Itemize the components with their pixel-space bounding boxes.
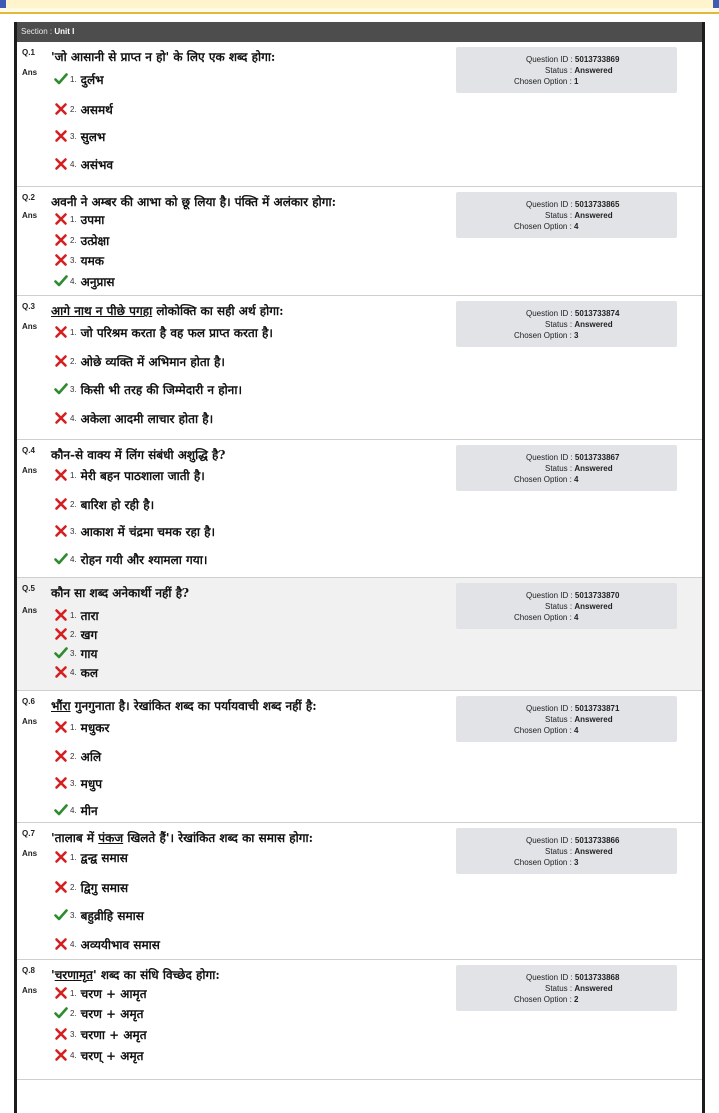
chosen-option-label: Chosen Option : <box>514 613 575 622</box>
wrong-cross-icon <box>54 233 68 247</box>
question-number: Q.5 <box>22 584 35 593</box>
option-text: अनुप्रास <box>80 274 115 289</box>
option-row <box>54 352 225 370</box>
status-label: Status : <box>545 211 575 220</box>
option-text: द्वन्द्व समास <box>80 850 128 865</box>
option-number: 1. <box>70 214 77 224</box>
chosen-option-value: 2 <box>574 995 579 1004</box>
question-underlined-term: चरणामृत <box>54 968 94 982</box>
ans-label: Ans <box>22 68 38 77</box>
option-text: मधुप <box>80 776 103 791</box>
option-number: 3. <box>70 384 77 394</box>
wrong-cross-icon <box>54 986 68 1000</box>
question-underlined-term: भौंरा <box>51 699 71 713</box>
wrong-cross-icon <box>54 468 68 482</box>
wrong-cross-icon <box>54 776 68 790</box>
ans-label: Ans <box>22 606 38 615</box>
wrong-cross-icon <box>54 497 68 511</box>
wrong-cross-icon <box>54 411 68 425</box>
option-row <box>54 625 97 643</box>
option-row <box>54 522 215 540</box>
option-number: 2. <box>70 235 77 245</box>
status-label: Status : <box>545 847 575 856</box>
correct-check-icon <box>54 552 68 566</box>
question-info-box <box>456 696 677 742</box>
question-text <box>51 193 336 210</box>
question-text <box>51 48 275 65</box>
wrong-cross-icon <box>54 1027 68 1041</box>
question-id-value: 5013733871 <box>574 704 620 713</box>
option-number: 4. <box>70 159 77 169</box>
correct-check-icon <box>54 274 68 288</box>
status-row <box>456 714 677 725</box>
question-text-body: कौन-से वाक्य में लिंग संबंधी अशुद्धि है? <box>51 448 226 462</box>
question-text <box>51 302 284 319</box>
correct-check-icon <box>54 908 68 922</box>
chosen-option-row <box>456 474 677 485</box>
status-value: Answered <box>574 715 613 724</box>
top-banner <box>0 0 719 14</box>
question-id-label: Question ID : <box>526 453 575 462</box>
option-text: मीन <box>80 803 98 818</box>
ans-label: Ans <box>22 717 38 726</box>
question-id-value: 5013733868 <box>574 973 620 982</box>
chosen-option-value: 3 <box>574 331 579 340</box>
option-row <box>54 848 128 866</box>
option-row <box>54 1004 143 1022</box>
top-banner-strip <box>0 0 719 8</box>
option-text: तारा <box>80 608 99 623</box>
option-row <box>54 801 98 819</box>
section-name: Unit I <box>54 27 75 36</box>
question-info-box <box>456 583 677 629</box>
option-text: जो परिश्रम करता है वह फल प्राप्त करता है। <box>80 325 273 340</box>
option-row <box>54 935 160 953</box>
chosen-option-value: 3 <box>574 858 579 867</box>
chosen-option-row <box>456 330 677 341</box>
option-number: 4. <box>70 939 77 949</box>
option-text: कल <box>80 665 99 680</box>
chosen-option-label: Chosen Option : <box>514 858 575 867</box>
option-number: 2. <box>70 751 77 761</box>
wrong-cross-icon <box>54 1048 68 1062</box>
question-block <box>17 691 702 823</box>
option-number: 2. <box>70 629 77 639</box>
question-id-value: 5013733874 <box>574 309 620 318</box>
option-number: 4. <box>70 554 77 564</box>
status-label: Status : <box>545 320 575 329</box>
wrong-cross-icon <box>54 880 68 894</box>
question-text-prefix: 'तालाब में <box>51 831 99 845</box>
chosen-option-label: Chosen Option : <box>514 726 575 735</box>
chosen-option-value: 4 <box>574 222 579 231</box>
option-row <box>54 906 144 924</box>
question-number: Q.6 <box>22 697 35 706</box>
option-row <box>54 878 128 896</box>
chosen-option-label: Chosen Option : <box>514 995 575 1004</box>
wrong-cross-icon <box>54 102 68 116</box>
option-text: खग <box>80 627 98 642</box>
option-row <box>54 550 207 568</box>
wrong-cross-icon <box>54 129 68 143</box>
option-number: 1. <box>70 470 77 480</box>
option-row <box>54 644 98 662</box>
status-row <box>456 65 677 76</box>
question-id-row <box>456 972 677 983</box>
question-block <box>17 296 702 440</box>
option-number: 4. <box>70 276 77 286</box>
question-id-row <box>456 835 677 846</box>
option-row <box>54 984 147 1002</box>
ans-label: Ans <box>22 849 38 858</box>
option-number: 3. <box>70 1029 77 1039</box>
question-text <box>51 829 313 846</box>
option-text: अलि <box>80 749 102 764</box>
option-text: चरण + अमृत <box>80 1006 144 1021</box>
question-list <box>17 42 702 1080</box>
status-row <box>456 210 677 221</box>
question-info-box <box>456 47 677 93</box>
option-number: 2. <box>70 882 77 892</box>
option-row <box>54 272 115 290</box>
status-value: Answered <box>574 320 613 329</box>
question-number: Q.4 <box>22 446 35 455</box>
question-block <box>17 823 702 960</box>
option-text: यमक <box>80 253 105 268</box>
option-row <box>54 747 101 765</box>
question-block <box>17 440 702 578</box>
question-underlined-term: पंकज <box>98 831 124 845</box>
option-number: 4. <box>70 1050 77 1060</box>
question-id-row <box>456 452 677 463</box>
option-row <box>54 127 105 145</box>
question-id-row <box>456 54 677 65</box>
option-text: आकाश में चंद्रमा चमक रहा है। <box>80 524 216 539</box>
question-text-rest: खिलते हैं'। रेखांकित शब्द का समास होगा: <box>123 831 314 845</box>
option-row <box>54 1025 147 1043</box>
question-text-rest: गुनगुनाता है। रेखांकित शब्द का पर्यायवाची शब्द नहीं है: <box>70 699 317 713</box>
option-row <box>54 380 242 398</box>
question-block <box>17 578 702 691</box>
status-value: Answered <box>574 847 613 856</box>
option-text: मधुकर <box>80 720 110 735</box>
question-text-body: कौन सा शब्द अनेकार्थी नहीं है? <box>51 586 190 600</box>
status-value: Answered <box>574 211 613 220</box>
option-text: किसी भी तरह की जिम्मेदारी न होना। <box>80 382 242 397</box>
question-block <box>17 187 702 296</box>
chosen-option-value: 4 <box>574 613 579 622</box>
option-text: दुर्लभ <box>80 72 104 87</box>
question-id-label: Question ID : <box>526 200 575 209</box>
status-label: Status : <box>545 715 575 724</box>
question-number: Q.3 <box>22 302 35 311</box>
option-row <box>54 323 273 341</box>
option-text: उपमा <box>80 212 105 227</box>
option-row <box>54 718 109 736</box>
status-value: Answered <box>574 984 613 993</box>
wrong-cross-icon <box>54 253 68 267</box>
option-number: 2. <box>70 499 77 509</box>
ans-label: Ans <box>22 211 38 220</box>
wrong-cross-icon <box>54 937 68 951</box>
status-label: Status : <box>545 602 575 611</box>
option-text: असंभव <box>80 157 114 172</box>
question-info-box <box>456 301 677 347</box>
option-number: 1. <box>70 74 77 84</box>
question-number: Q.8 <box>22 966 35 975</box>
option-text: अव्ययीभाव समास <box>80 937 160 952</box>
status-row <box>456 983 677 994</box>
ans-label: Ans <box>22 986 38 995</box>
status-row <box>456 319 677 330</box>
question-block <box>17 42 702 187</box>
option-number: 3. <box>70 131 77 141</box>
option-text: चरणा + अमृत <box>80 1027 147 1042</box>
wrong-cross-icon <box>54 850 68 864</box>
option-number: 1. <box>70 327 77 337</box>
option-text: असमर्थ <box>80 102 113 117</box>
option-number: 4. <box>70 413 77 423</box>
question-info-box <box>456 828 677 874</box>
question-text <box>51 966 220 983</box>
option-text: मेरी बहन पाठशाला जाती है। <box>80 468 205 483</box>
question-id-value: 5013733869 <box>574 55 620 64</box>
chosen-option-row <box>456 76 677 87</box>
option-row <box>54 409 213 427</box>
chosen-option-label: Chosen Option : <box>514 475 575 484</box>
question-info-box <box>456 445 677 491</box>
chosen-option-row <box>456 857 677 868</box>
question-text-body: अवनी ने अम्बर की आभा को छू लिया है। पंक्ति में अलंकार होगा: <box>51 195 337 209</box>
option-row <box>54 1046 143 1064</box>
question-id-row <box>456 308 677 319</box>
status-label: Status : <box>545 984 575 993</box>
question-number: Q.2 <box>22 193 35 202</box>
question-id-label: Question ID : <box>526 55 575 64</box>
question-id-label: Question ID : <box>526 309 575 318</box>
question-number: Q.7 <box>22 829 35 838</box>
question-underlined-term: आगे नाथ न पीछे पगहा <box>51 304 153 318</box>
option-number: 1. <box>70 610 77 620</box>
option-text: बारिश हो रही है। <box>80 497 155 512</box>
option-row <box>54 495 154 513</box>
status-label: Status : <box>545 66 575 75</box>
wrong-cross-icon <box>54 608 68 622</box>
question-number: Q.1 <box>22 48 35 57</box>
question-id-value: 5013733865 <box>574 200 620 209</box>
section-header <box>17 22 702 42</box>
correct-check-icon <box>54 1006 68 1020</box>
option-text: सुलभ <box>80 129 106 144</box>
question-id-label: Question ID : <box>526 973 575 982</box>
option-row <box>54 231 109 249</box>
option-number: 3. <box>70 526 77 536</box>
question-id-value: 5013733870 <box>574 591 620 600</box>
question-id-value: 5013733867 <box>574 453 620 462</box>
option-row <box>54 210 104 228</box>
option-number: 4. <box>70 805 77 815</box>
question-text <box>51 697 317 714</box>
ans-label: Ans <box>22 322 38 331</box>
option-number: 3. <box>70 910 77 920</box>
response-sheet <box>14 22 705 1113</box>
option-number: 3. <box>70 778 77 788</box>
option-text: रोहन गयी और श्यामला गया। <box>80 552 208 567</box>
correct-check-icon <box>54 72 68 86</box>
chosen-option-value: 4 <box>574 475 579 484</box>
question-text <box>51 584 189 601</box>
option-row <box>54 774 102 792</box>
option-text: ओछे व्यक्ति में अभिमान होता है। <box>80 354 225 369</box>
status-value: Answered <box>574 464 613 473</box>
wrong-cross-icon <box>54 627 68 641</box>
question-info-box <box>456 965 677 1011</box>
question-block <box>17 960 702 1080</box>
option-text: बहुव्रीहि समास <box>80 908 144 923</box>
option-row <box>54 663 98 681</box>
correct-check-icon <box>54 382 68 396</box>
question-id-row <box>456 703 677 714</box>
wrong-cross-icon <box>54 749 68 763</box>
option-number: 2. <box>70 104 77 114</box>
option-number: 1. <box>70 852 77 862</box>
wrong-cross-icon <box>54 325 68 339</box>
option-text: अकेला आदमी लाचार होता है। <box>80 411 214 426</box>
option-number: 2. <box>70 356 77 366</box>
question-text-body: 'जो आसानी से प्राप्त न हो' के लिए एक शब्द होगा: <box>51 50 276 64</box>
status-row <box>456 463 677 474</box>
chosen-option-row <box>456 221 677 232</box>
ans-label: Ans <box>22 466 38 475</box>
wrong-cross-icon <box>54 665 68 679</box>
question-id-row <box>456 590 677 601</box>
status-row <box>456 846 677 857</box>
question-id-label: Question ID : <box>526 591 575 600</box>
option-text: चरण + आमृत <box>80 986 147 1001</box>
question-text-prefix: ' <box>51 968 55 982</box>
chosen-option-row <box>456 994 677 1005</box>
section-label: Section : <box>21 27 55 36</box>
option-row <box>54 70 104 88</box>
wrong-cross-icon <box>54 212 68 226</box>
question-text <box>51 446 225 463</box>
status-value: Answered <box>574 602 613 611</box>
option-row <box>54 100 113 118</box>
option-text: द्विगु समास <box>80 880 129 895</box>
chosen-option-row <box>456 725 677 736</box>
chosen-option-value: 4 <box>574 726 579 735</box>
question-text-rest: ' शब्द का संधि विच्छेद होगा: <box>93 968 220 982</box>
option-row <box>54 466 205 484</box>
chosen-option-label: Chosen Option : <box>514 222 575 231</box>
option-text: उत्प्रेक्षा <box>80 233 110 248</box>
status-row <box>456 601 677 612</box>
option-row <box>54 251 104 269</box>
status-value: Answered <box>574 66 613 75</box>
question-id-label: Question ID : <box>526 836 575 845</box>
question-id-row <box>456 199 677 210</box>
wrong-cross-icon <box>54 720 68 734</box>
option-number: 3. <box>70 255 77 265</box>
question-id-value: 5013733866 <box>574 836 620 845</box>
correct-check-icon <box>54 803 68 817</box>
option-text: गाय <box>80 646 98 661</box>
option-number: 2. <box>70 1008 77 1018</box>
chosen-option-label: Chosen Option : <box>514 77 575 86</box>
correct-check-icon <box>54 646 68 660</box>
option-row <box>54 606 99 624</box>
chosen-option-row <box>456 612 677 623</box>
status-label: Status : <box>545 464 575 473</box>
chosen-option-label: Chosen Option : <box>514 331 575 340</box>
option-number: 1. <box>70 722 77 732</box>
option-number: 1. <box>70 988 77 998</box>
question-id-label: Question ID : <box>526 704 575 713</box>
option-text: चरण् + अमृत <box>80 1048 144 1063</box>
wrong-cross-icon <box>54 524 68 538</box>
option-number: 4. <box>70 667 77 677</box>
question-text-rest: लोकोक्ति का सही अर्थ होगा: <box>152 304 284 318</box>
option-number: 3. <box>70 648 77 658</box>
question-info-box <box>456 192 677 238</box>
wrong-cross-icon <box>54 354 68 368</box>
chosen-option-value: 1 <box>574 77 579 86</box>
wrong-cross-icon <box>54 157 68 171</box>
option-row <box>54 155 113 173</box>
